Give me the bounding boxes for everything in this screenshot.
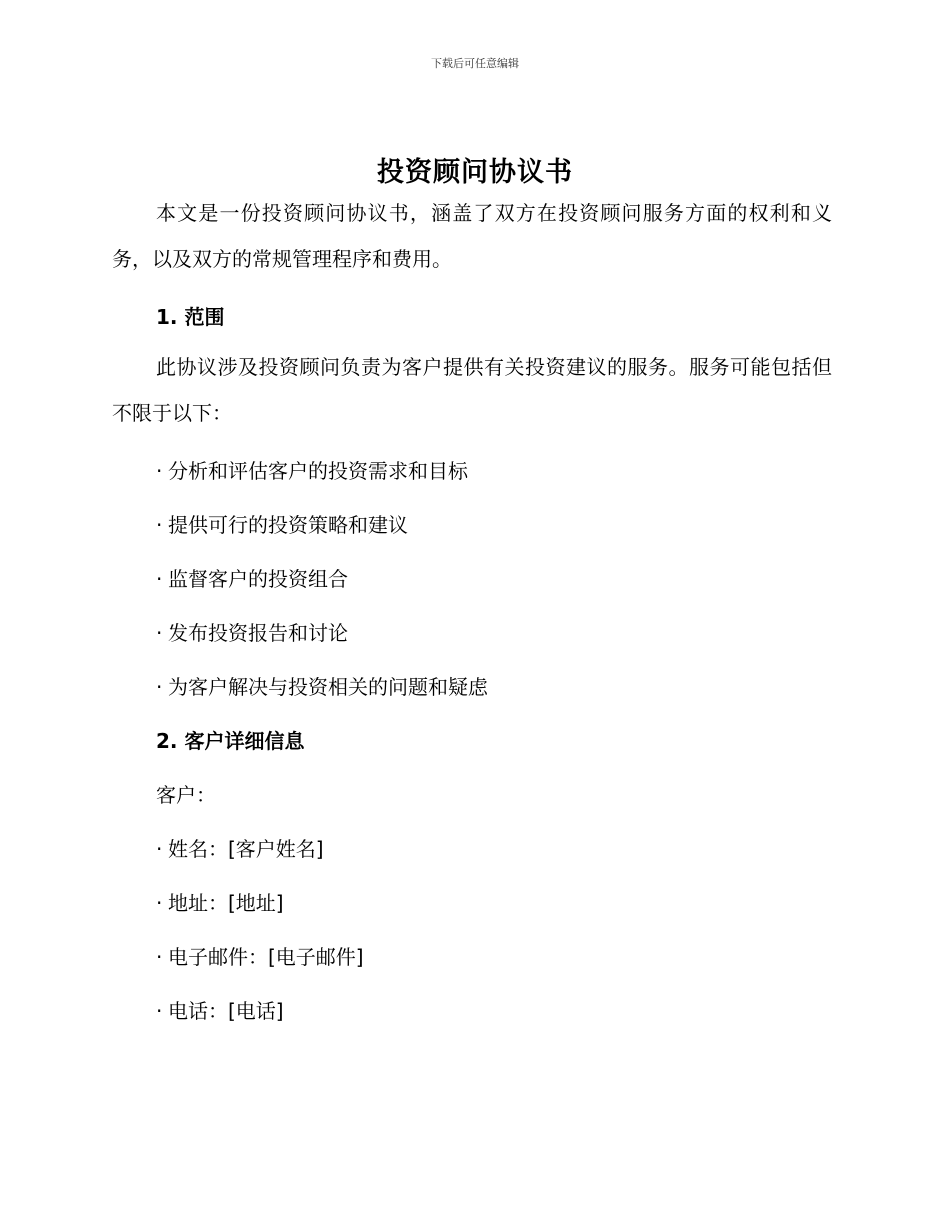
list-item <box>112 876 832 930</box>
bullet-icon: · <box>156 621 163 645</box>
document-title: 投资顾问协议书 <box>377 157 573 188</box>
list-item-text: 姓名：[客户姓名] <box>168 837 324 861</box>
list-item <box>112 984 832 1038</box>
list-item-text: 地址：[地址] <box>168 891 284 915</box>
list-item-text: 发布投资报告和讨论 <box>168 621 348 645</box>
list-item <box>112 930 832 984</box>
section1-bullet-list <box>112 444 832 714</box>
section2-heading: 2. 客户详细信息 <box>156 729 305 753</box>
list-item <box>112 822 832 876</box>
bullet-icon: · <box>156 513 163 537</box>
section1-heading: 1. 范围 <box>156 305 225 329</box>
bullet-icon: · <box>156 999 163 1023</box>
bullet-icon: · <box>156 945 163 969</box>
document-body <box>112 190 832 1038</box>
intro-paragraph: 本文是一份投资顾问协议书，涵盖了双方在投资顾问服务方面的权利和义务，以及双方的常规管理程序和费用。 <box>112 201 832 271</box>
list-item-text: 提供可行的投资策略和建议 <box>168 513 408 537</box>
list-item <box>112 606 832 660</box>
header-note: 下载后可任意编辑 <box>431 57 519 70</box>
bullet-icon: · <box>156 837 163 861</box>
bullet-icon: · <box>156 459 163 483</box>
list-item <box>112 552 832 606</box>
list-item-text: 电子邮件：[电子邮件] <box>168 945 364 969</box>
list-item-text: 监督客户的投资组合 <box>168 567 348 591</box>
list-item-text: 为客户解决与投资相关的问题和疑虑 <box>168 675 488 699</box>
list-item-text: 电话：[电话] <box>168 999 284 1023</box>
section2-bullet-list <box>112 822 832 1038</box>
list-item <box>112 660 832 714</box>
list-item-text: 分析和评估客户的投资需求和目标 <box>168 459 468 483</box>
bullet-icon: · <box>156 891 163 915</box>
section1-paragraph: 此协议涉及投资顾问负责为客户提供有关投资建议的服务。服务可能包括但不限于以下： <box>112 355 832 425</box>
bullet-icon: · <box>156 675 163 699</box>
bullet-icon: · <box>156 567 163 591</box>
list-item <box>112 444 832 498</box>
section2-label: 客户： <box>156 783 216 807</box>
list-item <box>112 498 832 552</box>
